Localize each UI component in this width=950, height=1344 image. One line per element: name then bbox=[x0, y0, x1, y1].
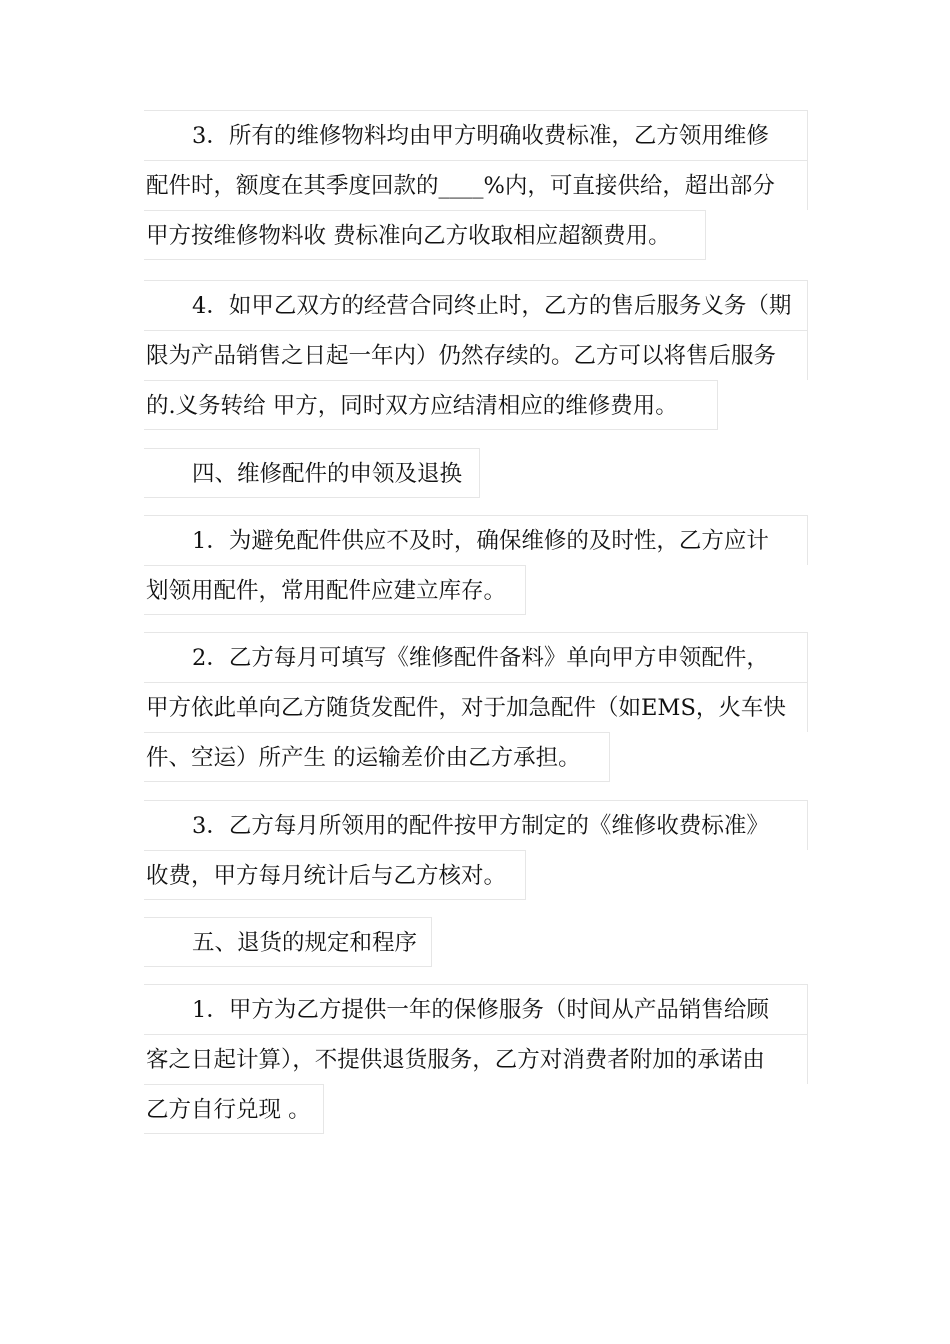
section-heading-returns bbox=[144, 917, 808, 967]
text-line: 甲方依此单向乙方随货发配件，对于加急配件（如EMS，火车快 bbox=[144, 682, 808, 732]
text-line: 配件时，额度在其季度回款的____%内，可直接供给，超出部分 bbox=[144, 160, 808, 210]
text-line: 3．所有的维修物料均由甲方明确收费标准，乙方领用维修 bbox=[144, 110, 808, 160]
paragraph-clause-1-stock bbox=[144, 515, 808, 615]
paragraph-clause-3-materials bbox=[144, 110, 808, 260]
text-line: 甲方按维修物料收 费标准向乙方收取相应超额费用。 bbox=[144, 210, 706, 260]
text-line: 1．甲方为乙方提供一年的保修服务（时间从产品销售给顾 bbox=[144, 984, 808, 1034]
section-heading-parts-application bbox=[144, 448, 808, 498]
paragraph-clause-4-termination bbox=[144, 280, 808, 430]
text-line: 4．如甲乙双方的经营合同终止时，乙方的售后服务义务（期 bbox=[144, 280, 808, 330]
text-line: 划领用配件，常用配件应建立库存。 bbox=[144, 565, 526, 615]
text-line: 收费，甲方每月统计后与乙方核对。 bbox=[144, 850, 526, 900]
heading-line: 五、退货的规定和程序 bbox=[144, 917, 432, 967]
text-line: 乙方自行兑现 。 bbox=[144, 1084, 324, 1134]
heading-line: 四、维修配件的申领及退换 bbox=[144, 448, 480, 498]
text-line: 1．为避免配件供应不及时，确保维修的及时性，乙方应计 bbox=[144, 515, 808, 565]
text-line: 的.义务转给 甲方，同时双方应结清相应的维修费用。 bbox=[144, 380, 718, 430]
text-line: 2．乙方每月可填写《维修配件备料》单向甲方申领配件， bbox=[144, 632, 808, 682]
text-line: 3．乙方每月所领用的配件按甲方制定的《维修收费标准》 bbox=[144, 800, 808, 850]
paragraph-clause-2-monthly-request bbox=[144, 632, 808, 782]
paragraph-clause-1-warranty bbox=[144, 984, 808, 1134]
text-line: 限为产品销售之日起一年内）仍然存续的。乙方可以将售后服务 bbox=[144, 330, 808, 380]
paragraph-clause-3-billing bbox=[144, 800, 808, 900]
text-line: 件、空运）所产生 的运输差价由乙方承担。 bbox=[144, 732, 610, 782]
text-line: 客之日起计算），不提供退货服务，乙方对消费者附加的承诺由 bbox=[144, 1034, 808, 1084]
